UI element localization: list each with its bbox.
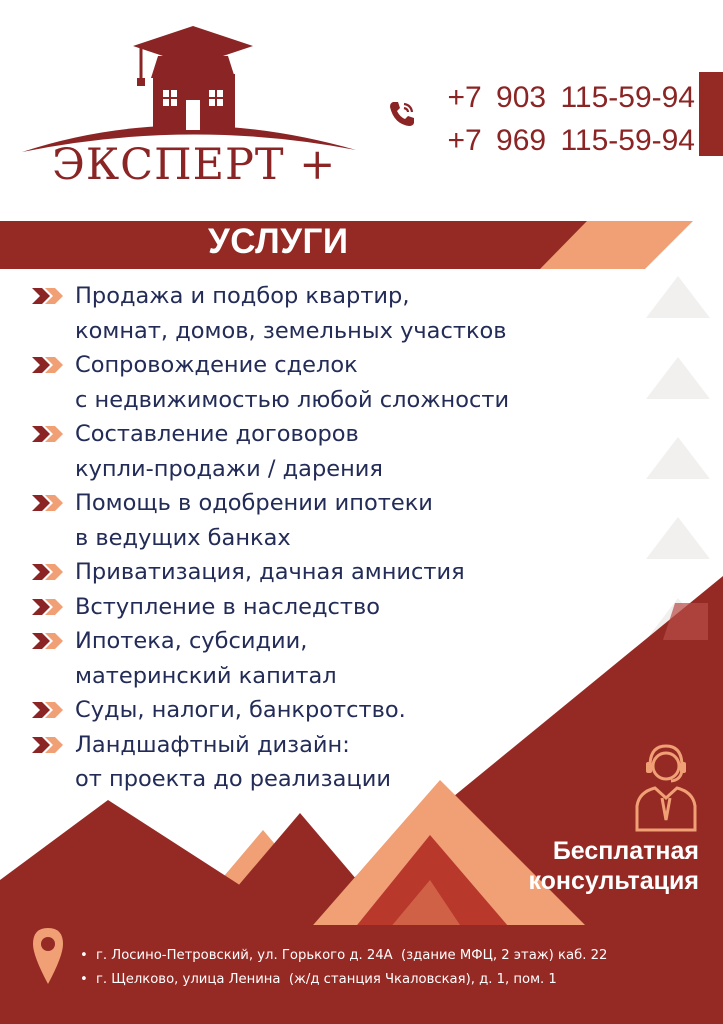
service-text-line: Суды, налоги, банкротство. xyxy=(75,697,406,723)
service-item xyxy=(32,624,632,693)
double-chevron-icon xyxy=(32,564,66,580)
service-text-line: материнский капитал xyxy=(75,662,337,689)
service-text-line: Сопровождение сделок xyxy=(75,352,358,378)
address-item: • г. Щелково, улица Ленина (ж/д станция Чкаловская), д. 1, пом. 1 xyxy=(80,968,607,992)
service-text-line: с недвижимостью любой сложности xyxy=(75,386,510,413)
service-text-line: Вступление в наследство xyxy=(75,593,381,620)
operator-headset-icon xyxy=(633,740,699,832)
consultation-line-1: Бесплатная xyxy=(552,837,699,865)
service-item xyxy=(32,590,632,625)
service-text-line: купли-продажи / дарения xyxy=(75,455,383,482)
company-name: ЭКСПЕРТ + xyxy=(52,140,337,190)
consultation-line-2: консультация xyxy=(528,867,699,895)
service-item xyxy=(32,728,632,797)
address-list xyxy=(80,944,607,992)
free-consultation xyxy=(528,836,699,896)
service-text-line: Ипотека, субсидии, xyxy=(75,628,308,654)
service-item xyxy=(32,348,632,417)
phone-number-1[interactable]: +7 903 115-59-94 xyxy=(447,81,695,114)
double-chevron-icon xyxy=(32,702,66,718)
phone-numbers xyxy=(448,76,695,162)
service-item xyxy=(32,279,632,348)
service-item xyxy=(32,486,632,555)
double-chevron-icon xyxy=(32,357,66,373)
services-list xyxy=(32,279,632,797)
address-item: • г. Лосино-Петровский, ул. Горького д. 24А (здание МФЦ, 2 этаж) каб. 22 xyxy=(80,944,607,968)
phone-number-2[interactable]: +7 969 115-59-94 xyxy=(447,124,695,157)
double-chevron-icon xyxy=(32,426,66,442)
service-item xyxy=(32,693,632,728)
graduation-cap-house-logo xyxy=(22,26,356,152)
service-text-line: комнат, домов, земельных участков xyxy=(75,317,507,344)
double-chevron-icon xyxy=(32,633,66,649)
service-text-line: Приватизация, дачная амнистия xyxy=(75,559,465,585)
double-chevron-icon xyxy=(32,495,66,511)
location-pin-icon xyxy=(31,926,65,988)
double-chevron-icon xyxy=(32,599,66,615)
corner-bar xyxy=(699,72,723,156)
services-title: УСЛУГИ xyxy=(208,222,349,261)
service-text-line: Ландшафтный дизайн: xyxy=(75,731,350,758)
service-item xyxy=(32,417,632,486)
service-text-line: Помощь в одобрении ипотеки xyxy=(75,490,433,516)
double-chevron-icon xyxy=(32,288,66,304)
service-text-line: Продажа и подбор квартир, xyxy=(75,283,410,309)
service-text-line: от проекта до реализации xyxy=(75,766,391,792)
service-text-line: Составление договоров xyxy=(75,421,359,447)
service-item xyxy=(32,555,632,590)
phone-icon xyxy=(386,98,418,130)
decor-triangles xyxy=(646,276,710,640)
service-text-line: в ведущих банках xyxy=(75,524,291,551)
double-chevron-icon xyxy=(32,737,66,753)
